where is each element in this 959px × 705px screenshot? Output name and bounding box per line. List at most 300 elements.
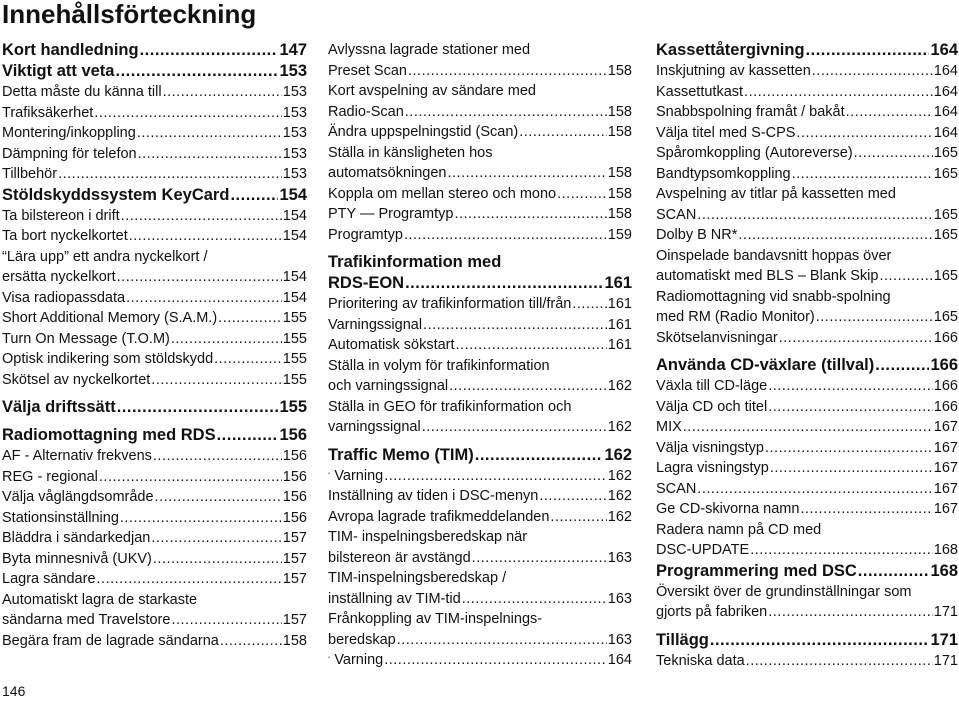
dot-leader — [151, 528, 281, 549]
toc-entry-text: Automatiskt lagra de starkaste — [2, 591, 198, 608]
toc-entry — [2, 288, 307, 309]
toc-page-number: 162 — [607, 488, 632, 504]
toc-page-number: 167 — [933, 501, 958, 517]
page-title: Innehållsförteckning — [2, 0, 257, 29]
dot-leader — [475, 445, 604, 466]
toc-entry — [328, 650, 632, 671]
toc-entry-text: Stöldskyddssystem KeyCard — [2, 185, 230, 204]
toc-page-number: 157 — [282, 550, 307, 567]
toc-entry-text: DSC-UPDATE — [656, 542, 750, 558]
dot-leader — [746, 651, 933, 672]
toc-page-number: 153 — [282, 125, 307, 141]
toc-entry-text: Välja titel med S-CPS — [656, 124, 796, 141]
toc-column-1 — [2, 40, 307, 651]
toc-page-number: 162 — [607, 419, 632, 435]
toc-page-number: 157 — [282, 612, 307, 628]
dot-leader — [138, 144, 282, 165]
dot-leader — [456, 335, 607, 356]
toc-entry-text: Kort handledning — [2, 41, 139, 59]
toc-page-number: 162 — [607, 467, 632, 484]
dot-leader — [397, 630, 607, 651]
toc-entry-text: Skötselanvisningar — [656, 329, 778, 346]
toc-entry — [328, 40, 632, 81]
dot-leader — [449, 376, 607, 397]
toc-entry — [2, 569, 307, 590]
dot-leader — [557, 184, 607, 205]
toc-page-number: 155 — [282, 330, 307, 347]
toc-section — [328, 445, 632, 466]
toc-entry-text: AF - Alternativ frekvens — [2, 448, 152, 464]
toc-page-number: 166 — [933, 398, 958, 415]
toc-entry-text: Välja driftssätt — [2, 398, 116, 416]
toc-entry — [328, 81, 632, 122]
toc-entry-text: Ändra uppspelningstid (Scan) — [328, 124, 519, 140]
page-number: 146 — [2, 683, 26, 699]
toc-page-number: 154 — [282, 228, 307, 244]
toc-entry-text: Tekniska data — [656, 652, 745, 669]
dot-leader — [550, 507, 606, 528]
toc-entry-text: Stationsinställning — [2, 509, 119, 526]
toc-entry-text: Programtyp — [328, 226, 403, 243]
dot-leader — [140, 40, 279, 61]
toc-page-number: 156 — [279, 426, 307, 444]
toc-entry-text: Turn On Message (T.O.M) — [2, 330, 170, 347]
toc-page-number: 165 — [933, 165, 958, 182]
toc-entry-text: inställning av TIM-tid — [328, 590, 461, 607]
toc-section — [328, 252, 632, 294]
toc-entry-text: TIM- inspelningsberedskap när — [328, 529, 528, 545]
dot-leader — [115, 61, 278, 82]
toc-entry — [328, 466, 632, 487]
toc-entry-text: Avlyssna lagrade stationer med — [328, 42, 531, 58]
toc-entry — [328, 184, 632, 205]
toc-page-number: 171 — [933, 604, 958, 620]
toc-entry — [656, 82, 958, 103]
toc-entry-text: Varning — [334, 467, 384, 484]
dot-leader — [120, 508, 282, 529]
toc-entry — [656, 287, 958, 328]
dot-leader — [217, 425, 279, 446]
toc-entry-text: Short Additional Memory (S.A.M.) — [2, 310, 218, 326]
dot-leader — [422, 417, 607, 438]
dot-leader — [129, 226, 282, 247]
dot-leader — [806, 40, 930, 61]
toc-entry-text: Radiomottagning med RDS — [2, 426, 216, 444]
toc-page-number: 165 — [933, 309, 958, 325]
dot-leader — [408, 61, 607, 82]
toc-entry — [328, 143, 632, 184]
toc-page-number: 154 — [279, 185, 307, 204]
toc-entry — [656, 479, 958, 500]
toc-entry-text: Snabbspolning framåt / bakåt — [656, 104, 845, 120]
toc-entry — [656, 499, 958, 520]
toc-page-number: 158 — [607, 185, 632, 202]
toc-page-number: 153 — [282, 84, 307, 100]
toc-column-2 — [328, 40, 632, 671]
toc-entry — [2, 123, 307, 144]
toc-page-number: 158 — [607, 124, 632, 140]
toc-entry-text: Preset Scan — [328, 62, 407, 79]
toc-page-number: 159 — [607, 226, 632, 243]
toc-page-number: 163 — [607, 631, 632, 648]
toc-page-number: 153 — [282, 145, 307, 162]
toc-entry — [2, 370, 307, 391]
dot-leader — [220, 631, 282, 652]
toc-entry — [2, 308, 307, 329]
toc-entry-text: Ge CD-skivorna namn — [656, 501, 800, 517]
dot-leader — [462, 589, 607, 610]
toc-page-number: 165 — [933, 268, 958, 284]
toc-entry — [328, 507, 632, 528]
toc-entry-text: gjorts på fabriken — [656, 604, 768, 620]
dot-leader — [472, 548, 607, 569]
toc-entry — [2, 590, 307, 631]
toc-entry-text: Ställa in GEO för trafikinformation och — [328, 398, 572, 415]
toc-entry-text: Radera namn på CD med — [656, 521, 822, 538]
toc-entry-text: Optisk indikering som stöldskydd — [2, 351, 214, 367]
toc-page-number: 164 — [933, 104, 958, 120]
dot-leader — [58, 164, 282, 185]
toc-entry-text: TIM-inspelningsberedskap / — [328, 570, 507, 586]
toc-entry — [656, 246, 958, 287]
toc-page-number: 155 — [279, 398, 307, 416]
toc-section — [656, 630, 958, 651]
toc-entry-text: Kassettåtergivning — [656, 41, 805, 59]
toc-entry-text: RDS-EON — [328, 274, 405, 292]
toc-entry-text: ersätta nyckelkort — [2, 269, 116, 285]
toc-section — [2, 61, 307, 82]
toc-entry-text: Byta minnesnivå (UKV) — [2, 550, 152, 567]
dot-leader — [792, 164, 933, 185]
toc-page-number: 147 — [279, 41, 307, 59]
toc-entry — [2, 206, 307, 227]
toc-entry-text: Ta bilstereon i drift — [2, 207, 120, 224]
toc-page-number: 166 — [933, 378, 958, 394]
toc-section — [656, 355, 958, 376]
dot-leader — [572, 294, 606, 315]
toc-page-number: 158 — [607, 165, 632, 181]
toc-entry-text: Montering/inkoppling — [2, 125, 136, 141]
toc-page-number: 161 — [604, 274, 632, 292]
toc-page-number: 158 — [607, 103, 632, 120]
toc-entry — [656, 376, 958, 397]
toc-entry — [328, 315, 632, 336]
toc-page-number: 153 — [282, 166, 307, 182]
toc-page-number: 163 — [607, 590, 632, 607]
toc-entry-text: automatiskt med BLS – Blank Skip — [656, 268, 879, 284]
toc-entry — [656, 143, 958, 164]
toc-entry-text: Varningssignal — [328, 316, 423, 333]
toc-entry-text: sändarna med Travelstore — [2, 612, 171, 628]
toc-entry — [2, 446, 307, 467]
dot-leader — [163, 82, 282, 103]
toc-entry-text: Programmering med DSC — [656, 561, 857, 580]
toc-entry — [2, 329, 307, 350]
toc-entry — [656, 520, 958, 561]
toc-entry-text: Viktigt att veta — [2, 62, 115, 80]
toc-entry — [2, 487, 307, 508]
toc-entry — [2, 508, 307, 529]
toc-entry-text: Visa radiopassdata — [2, 289, 126, 306]
toc-page-number: 171 — [930, 630, 958, 649]
dot-leader — [171, 329, 282, 350]
toc-entry-text: Lagra visningstyp — [656, 460, 769, 476]
toc-entry-text: Varning — [334, 652, 384, 668]
toc-entry-text: Översikt över de grundinställningar som — [656, 583, 912, 600]
toc-entry — [328, 225, 632, 246]
dot-leader — [879, 266, 932, 287]
toc-page-number: 165 — [933, 145, 958, 161]
toc-entry — [2, 549, 307, 570]
toc-entry-text: Avropa lagrade trafikmeddelanden — [328, 508, 550, 525]
dot-leader — [117, 267, 282, 288]
toc-entry — [656, 458, 958, 479]
toc-entry-text: Växla till CD-läge — [656, 378, 768, 394]
toc-entry-text: Oinspelade bandavsnitt hoppas över — [656, 247, 892, 264]
toc-page-number: 165 — [933, 227, 958, 243]
dot-leader — [99, 467, 282, 488]
toc-page-number: 153 — [279, 62, 307, 80]
toc-entry-text: REG - regional — [2, 468, 98, 485]
toc-entry — [656, 328, 958, 349]
toc-page-number: 154 — [282, 289, 307, 306]
dot-leader — [171, 610, 281, 631]
toc-entry-text: MIX — [656, 419, 682, 435]
dot-leader — [97, 569, 282, 590]
toc-section — [2, 425, 307, 446]
toc-entry — [656, 225, 958, 246]
dot-leader — [126, 288, 282, 309]
toc-page-number: 156 — [282, 468, 307, 485]
dot-leader — [683, 417, 933, 438]
toc-entry-text: Kort avspelning av sändare med — [328, 83, 536, 99]
toc-entry-text: Inställning av tiden i DSC-menyn — [328, 488, 539, 504]
toc-entry-text: Radiomottagning vid snabb-spolning — [656, 288, 891, 305]
toc-entry — [2, 349, 307, 370]
toc-entry-text: Kassettutkast — [656, 83, 744, 100]
dot-leader — [151, 370, 282, 391]
dot-leader — [710, 630, 930, 651]
toc-entry — [2, 144, 307, 165]
dot-leader — [738, 225, 932, 246]
dot-leader — [846, 102, 933, 123]
dot-leader — [744, 82, 933, 103]
toc-entry-text: och varningssignal — [328, 378, 449, 394]
dot-leader — [153, 446, 282, 467]
toc-entry — [656, 164, 958, 185]
toc-entry — [328, 527, 632, 568]
toc-entry — [2, 82, 307, 103]
dot-leader — [405, 102, 607, 123]
toc-entry-text: Välja våglängdsområde — [2, 489, 154, 505]
dot-leader — [121, 206, 282, 227]
toc-page-number: 156 — [282, 489, 307, 505]
dot-leader — [796, 123, 932, 144]
toc-entry — [328, 609, 632, 650]
toc-page-number: 167 — [933, 439, 958, 456]
toc-column-3 — [656, 40, 958, 671]
dot-leader — [875, 355, 929, 376]
toc-entry-text: varningssignal — [328, 419, 421, 435]
toc-page-number: 156 — [282, 448, 307, 464]
dot-leader — [854, 143, 933, 164]
toc-page-number: 154 — [282, 269, 307, 285]
toc-entry-text: Trafiksäkerhet — [2, 104, 94, 121]
toc-page-number: 156 — [282, 509, 307, 526]
toc-entry-text: Radio-Scan — [328, 103, 404, 120]
toc-entry-text: Välja CD och titel — [656, 398, 768, 415]
toc-page-number: 158 — [607, 206, 632, 222]
dot-leader — [539, 486, 606, 507]
dot-leader — [405, 273, 603, 294]
toc-page-number: 157 — [282, 571, 307, 587]
toc-section — [2, 185, 307, 206]
toc-page-number: 162 — [607, 508, 632, 525]
toc-page-number: 161 — [607, 316, 632, 333]
dot-leader — [768, 376, 933, 397]
toc-page-number: 164 — [930, 41, 958, 59]
toc-entry-text: Prioritering av trafikinformation till/från — [328, 296, 572, 312]
dot-leader — [765, 438, 933, 459]
dot-leader — [697, 205, 933, 226]
toc-page-number: 161 — [607, 337, 632, 353]
toc-entry-text: Välja visningstyp — [656, 439, 764, 456]
dot-leader — [384, 650, 607, 671]
dot-leader — [153, 549, 282, 570]
toc-page-number: 165 — [933, 206, 958, 223]
toc-section — [656, 40, 958, 61]
toc-entry-text: PTY — Programtyp — [328, 206, 454, 222]
warning-icon — [328, 650, 330, 664]
toc-entry-text: Traffic Memo (TIM) — [328, 445, 474, 464]
toc-entry-text: Bläddra i sändarkedjan — [2, 530, 151, 546]
toc-entry-text: med RM (Radio Monitor) — [656, 309, 815, 325]
toc-entry — [656, 582, 958, 623]
toc-entry-text: Automatisk sökstart — [328, 337, 455, 353]
toc-entry-text: Koppla om mellan stereo och mono — [328, 185, 557, 202]
toc-entry — [2, 226, 307, 247]
toc-page-number: 153 — [282, 104, 307, 121]
toc-entry — [2, 247, 307, 288]
dot-leader — [404, 225, 607, 246]
dot-leader — [423, 315, 607, 336]
toc-entry-text: Frånkoppling av TIM-inspelnings- — [328, 611, 543, 627]
toc-entry — [656, 123, 958, 144]
toc-entry-text: Ställa in volym för trafikinformation — [328, 357, 550, 374]
dot-leader — [454, 204, 606, 225]
toc-page-number: 168 — [930, 561, 958, 580]
dot-leader — [94, 103, 281, 124]
toc-entry — [656, 61, 958, 82]
toc-page-number: 164 — [933, 124, 958, 141]
toc-entry — [2, 164, 307, 185]
toc-page-number: 166 — [933, 329, 958, 346]
toc-entry-text: Dolby B NR* — [656, 227, 738, 243]
toc-entry-text: Spåromkoppling (Autoreverse) — [656, 145, 853, 161]
dot-leader — [858, 561, 930, 582]
dot-leader — [816, 307, 933, 328]
toc-entry — [328, 335, 632, 356]
toc-page-number: 162 — [607, 378, 632, 394]
toc-entry — [656, 417, 958, 438]
toc-page-number: 162 — [604, 445, 632, 464]
toc-entry-text: automatsökningen — [328, 165, 447, 181]
dot-leader — [768, 602, 933, 623]
toc-page-number: 155 — [282, 371, 307, 388]
toc-section — [656, 561, 958, 582]
dot-leader — [117, 397, 279, 418]
toc-entry-text: bilstereon är avstängd — [328, 549, 471, 566]
toc-entry-text: “Lära upp” ett andra nyckelkort / — [2, 248, 208, 265]
toc-entry-text: Tillägg — [656, 630, 709, 649]
dot-leader — [155, 487, 282, 508]
toc-page-number: 157 — [282, 530, 307, 546]
toc-entry-text: beredskap — [328, 631, 396, 648]
toc-page-number: 164 — [607, 652, 632, 668]
toc-entry — [328, 204, 632, 225]
toc-entry — [328, 122, 632, 143]
toc-page-number: 164 — [933, 63, 958, 79]
dot-leader — [812, 61, 933, 82]
toc-entry — [328, 356, 632, 397]
toc-entry-text: Inskjutning av kassetten — [656, 63, 811, 79]
toc-entry-text: Ställa in känsligheten hos — [328, 144, 493, 161]
dot-leader — [384, 466, 607, 487]
toc-entry — [656, 438, 958, 459]
dot-leader — [214, 349, 282, 370]
toc-entry — [328, 486, 632, 507]
toc-entry — [328, 568, 632, 609]
toc-page-number: 171 — [933, 652, 958, 669]
toc-entry-text: Bandtypsomkoppling — [656, 165, 791, 182]
toc-entry-text: SCAN — [656, 206, 697, 223]
dot-leader — [137, 123, 282, 144]
toc-page-number: 167 — [933, 460, 958, 476]
toc-entry — [656, 184, 958, 225]
dot-leader — [750, 540, 933, 561]
toc-entry — [2, 103, 307, 124]
dot-leader — [770, 458, 933, 479]
toc-entry — [2, 631, 307, 652]
toc-page-number: 158 — [282, 632, 307, 649]
toc-entry-text: Dämpning för telefon — [2, 145, 137, 162]
dot-leader — [800, 499, 932, 520]
toc-page-number: 161 — [607, 296, 632, 312]
toc-entry-text: Ta bort nyckelkortet — [2, 228, 128, 244]
toc-entry — [656, 102, 958, 123]
toc-entry-text: Avspelning av titlar på kassetten med — [656, 186, 896, 202]
dot-leader — [519, 122, 607, 143]
toc-page-number: 158 — [607, 62, 632, 79]
dot-leader — [697, 479, 933, 500]
toc-entry-text: Skötsel av nyckelkortet — [2, 371, 151, 388]
toc-page-number: 167 — [933, 480, 958, 497]
toc-entry-text: Lagra sändare — [2, 571, 96, 587]
toc-page-number: 166 — [930, 356, 958, 374]
toc-entry-text: SCAN — [656, 480, 697, 497]
toc-entry-text: Trafikinformation med — [328, 253, 502, 271]
toc-entry — [2, 528, 307, 549]
toc-section — [2, 397, 307, 418]
warning-icon — [328, 466, 330, 480]
dot-leader — [779, 328, 933, 349]
toc-entry-text: Tillbehör — [2, 166, 58, 182]
toc-section — [2, 40, 307, 61]
dot-leader — [448, 163, 607, 184]
toc-entry-text: Begära fram de lagrade sändarna — [2, 632, 219, 649]
toc-page-number: 163 — [607, 549, 632, 566]
toc-entry-text: Detta måste du känna till — [2, 84, 162, 100]
